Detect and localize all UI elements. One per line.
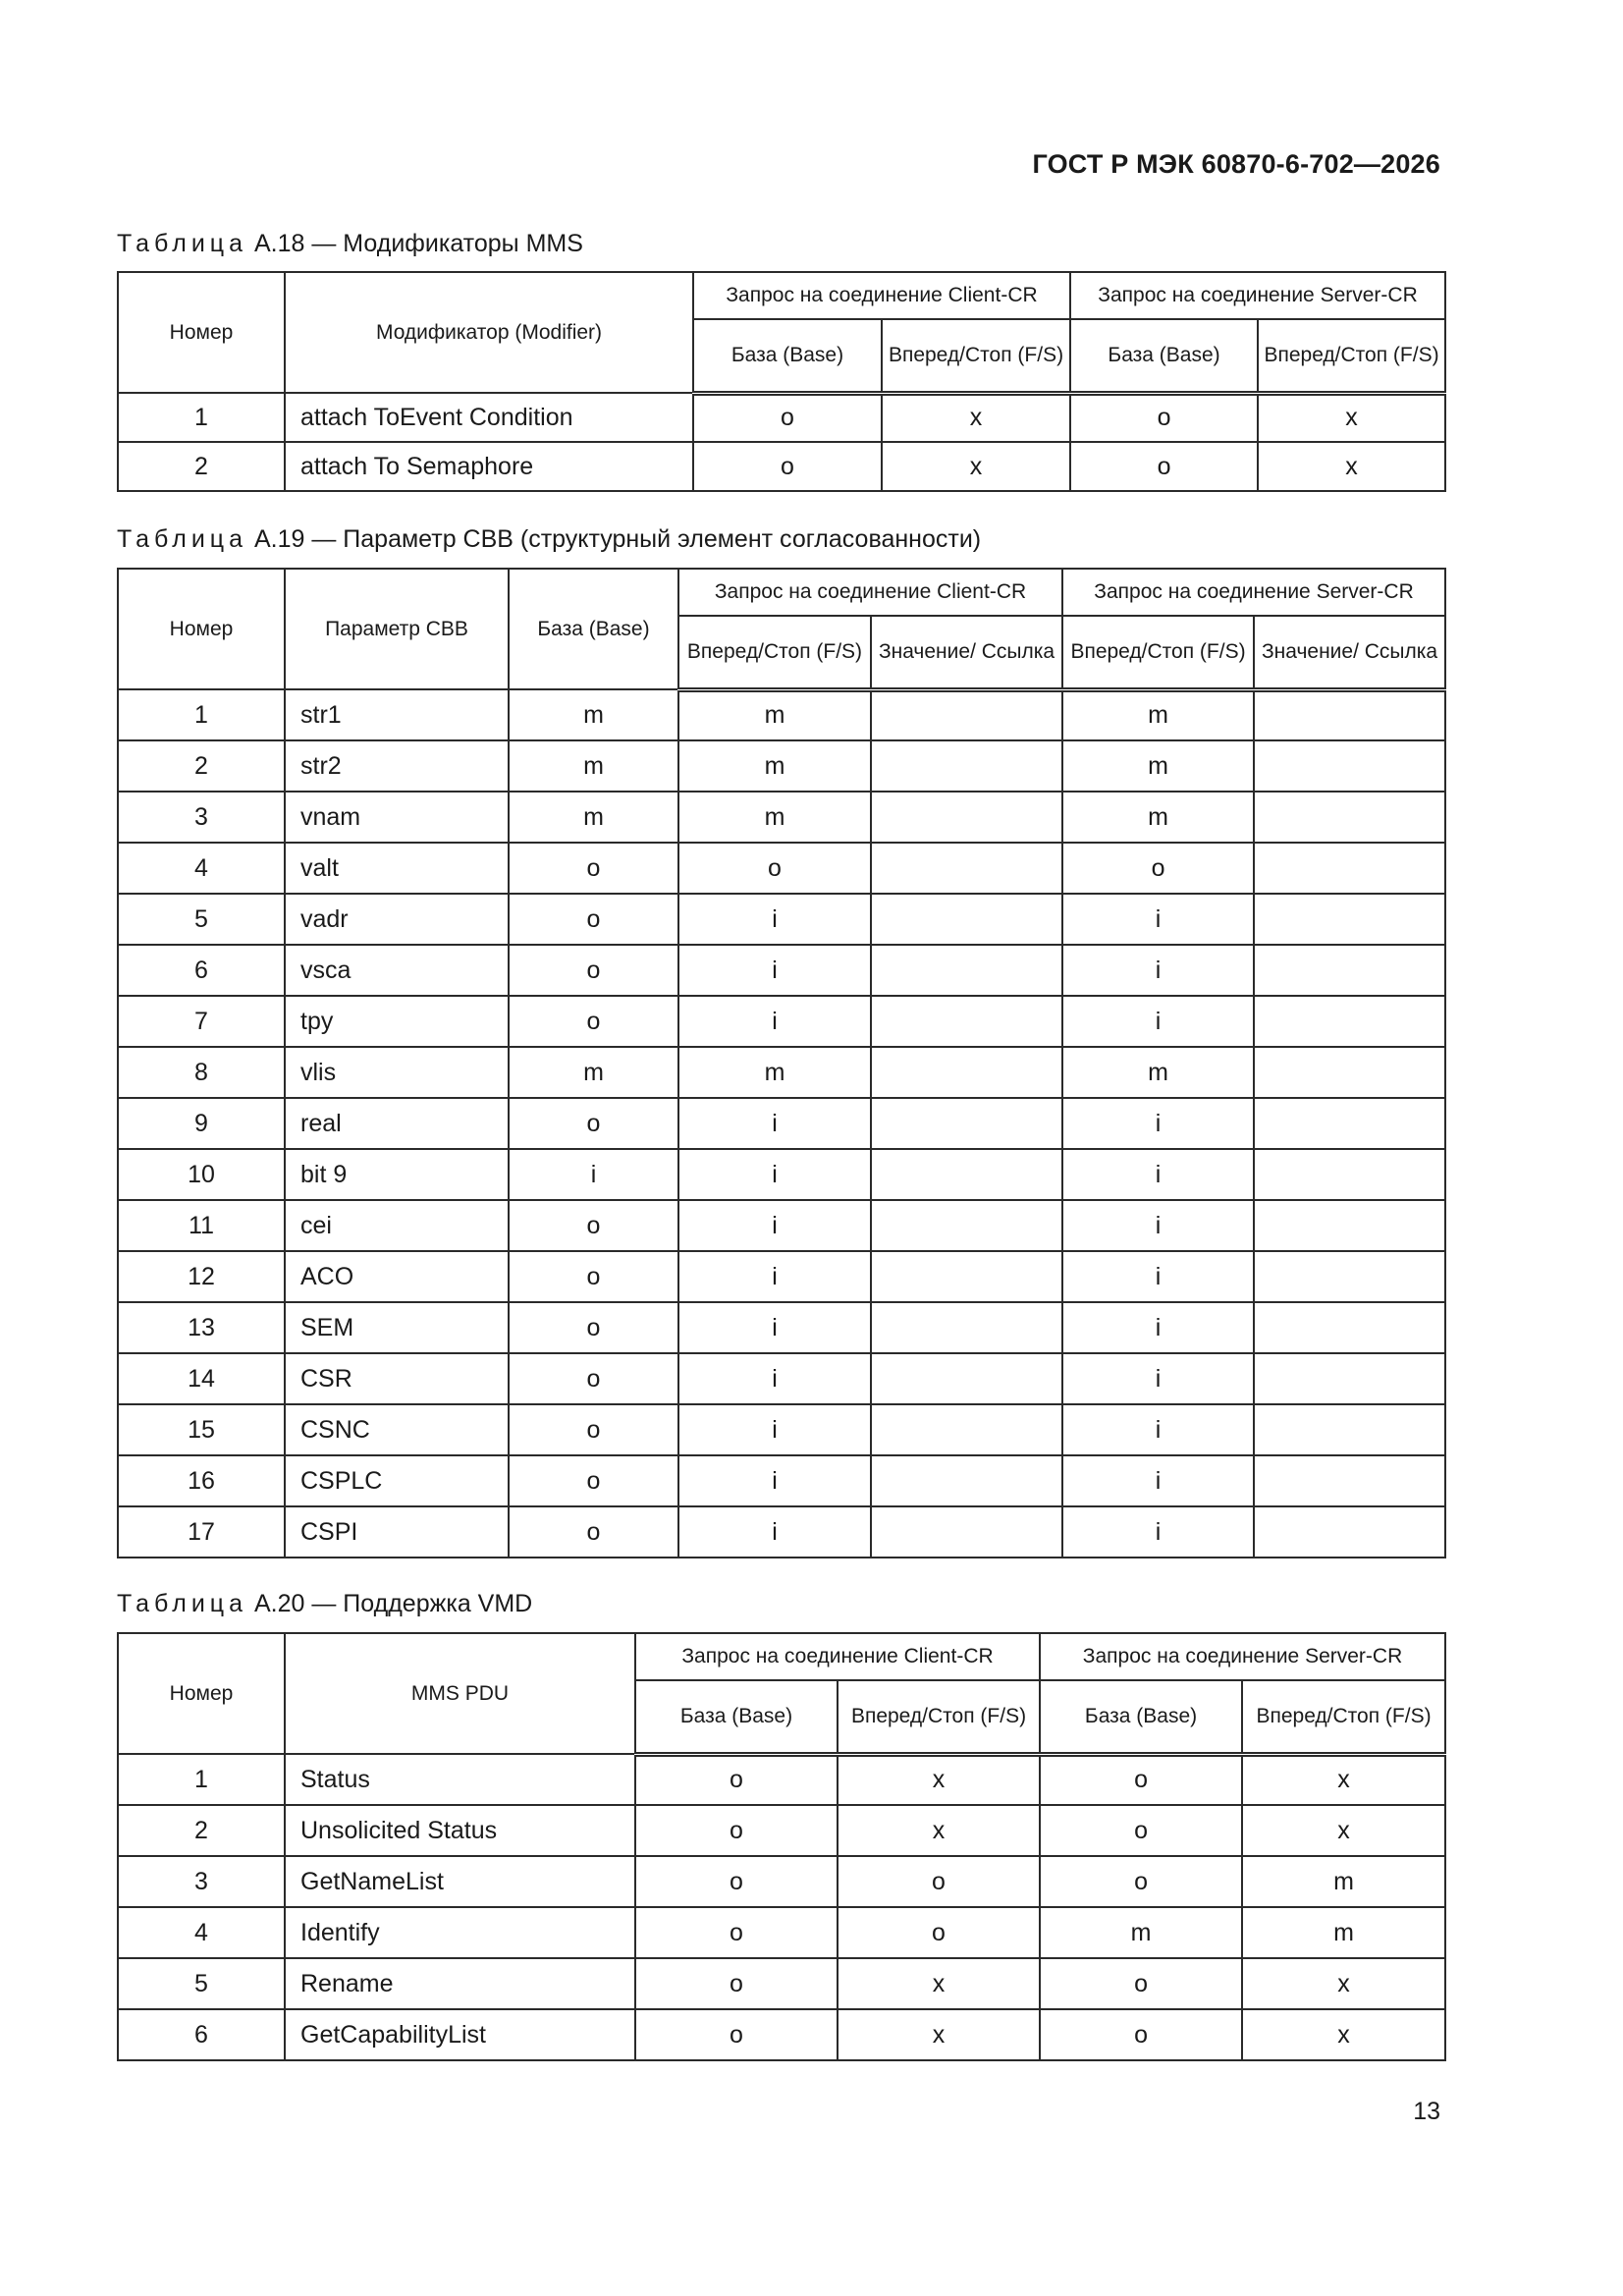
row-number-cell: 1 (118, 393, 285, 442)
value-cell (871, 996, 1062, 1047)
value-cell (1254, 1353, 1445, 1404)
row-name-cell: Status (285, 1754, 635, 1805)
row-number-cell: 4 (118, 1907, 285, 1958)
row-name-cell: valt (285, 843, 509, 894)
table-row (118, 1958, 1445, 2009)
row-number-cell: 11 (118, 1200, 285, 1251)
col-header-client-fs: Вперед/Стоп (F/S) (838, 1680, 1040, 1754)
value-cell: m (1040, 1907, 1242, 1958)
table-row (118, 1200, 1445, 1251)
value-cell (1254, 1098, 1445, 1149)
value-cell: x (1242, 1958, 1445, 2009)
row-number-cell: 5 (118, 894, 285, 945)
value-cell: x (1242, 2009, 1445, 2060)
value-cell: m (509, 1047, 678, 1098)
value-cell: m (509, 740, 678, 792)
value-cell: i (678, 945, 871, 996)
col-header-number: Номер (118, 569, 285, 689)
value-cell: i (1062, 894, 1254, 945)
table-a19-caption (117, 525, 981, 554)
table-a20-caption (117, 1590, 532, 1618)
row-number-cell: 1 (118, 689, 285, 740)
value-cell: i (1062, 945, 1254, 996)
row-name-cell: str2 (285, 740, 509, 792)
value-cell: x (838, 1958, 1040, 2009)
value-cell: o (509, 1506, 678, 1558)
value-cell (871, 1251, 1062, 1302)
value-cell: o (509, 996, 678, 1047)
value-cell (871, 740, 1062, 792)
row-number-cell: 6 (118, 2009, 285, 2060)
row-name-cell: ACO (285, 1251, 509, 1302)
caption-label: Таблица (117, 230, 248, 257)
value-cell: x (1258, 393, 1445, 442)
row-number-cell: 13 (118, 1302, 285, 1353)
value-cell: o (1070, 442, 1258, 491)
col-header-modifier: Модификатор (Modifier) (285, 272, 693, 393)
value-cell (1254, 1506, 1445, 1558)
row-name-cell: Rename (285, 1958, 635, 2009)
value-cell: m (678, 1047, 871, 1098)
value-cell: i (1062, 1200, 1254, 1251)
row-name-cell: GetNameList (285, 1856, 635, 1907)
value-cell: i (1062, 1455, 1254, 1506)
value-cell: i (678, 1302, 871, 1353)
col-header-number: Номер (118, 1633, 285, 1754)
col-header-number: Номер (118, 272, 285, 393)
value-cell: m (1062, 689, 1254, 740)
value-cell (871, 1047, 1062, 1098)
table-a18 (117, 271, 1446, 492)
row-number-cell: 12 (118, 1251, 285, 1302)
value-cell: m (678, 792, 871, 843)
row-name-cell: attach ToEvent Condition (285, 393, 693, 442)
table-row (118, 1404, 1445, 1455)
value-cell: m (1062, 740, 1254, 792)
value-cell (1254, 1047, 1445, 1098)
table-row (118, 996, 1445, 1047)
value-cell: x (838, 2009, 1040, 2060)
value-cell (871, 1200, 1062, 1251)
value-cell: i (678, 1506, 871, 1558)
row-name-cell: vadr (285, 894, 509, 945)
value-cell: m (678, 689, 871, 740)
value-cell: o (838, 1856, 1040, 1907)
table-row (118, 1047, 1445, 1098)
value-cell (871, 1098, 1062, 1149)
table-a19 (117, 568, 1446, 1558)
value-cell: o (509, 1200, 678, 1251)
value-cell (1254, 945, 1445, 996)
table-row (118, 689, 1445, 740)
value-cell: m (509, 792, 678, 843)
value-cell: x (1242, 1754, 1445, 1805)
table-a20 (117, 1632, 1446, 2061)
value-cell: o (509, 945, 678, 996)
value-cell (1254, 1149, 1445, 1200)
table-row (118, 1353, 1445, 1404)
col-header-server-fs: Вперед/Стоп (F/S) (1242, 1680, 1445, 1754)
value-cell: o (838, 1907, 1040, 1958)
row-number-cell: 14 (118, 1353, 285, 1404)
table-row (118, 1098, 1445, 1149)
value-cell (871, 1506, 1062, 1558)
col-header-server-fs: Вперед/Стоп (F/S) (1062, 616, 1254, 689)
value-cell: i (509, 1149, 678, 1200)
row-number-cell: 17 (118, 1506, 285, 1558)
value-cell: o (678, 843, 871, 894)
col-header-cbb-param: Параметр CBB (285, 569, 509, 689)
value-cell: o (1040, 1958, 1242, 2009)
value-cell (1254, 1200, 1445, 1251)
table-row (118, 1302, 1445, 1353)
row-name-cell: CSPLC (285, 1455, 509, 1506)
row-name-cell: CSR (285, 1353, 509, 1404)
value-cell: i (678, 1098, 871, 1149)
col-header-mms-pdu: MMS PDU (285, 1633, 635, 1754)
value-cell (871, 1302, 1062, 1353)
value-cell (1254, 1302, 1445, 1353)
row-name-cell: bit 9 (285, 1149, 509, 1200)
value-cell: i (1062, 1506, 1254, 1558)
table-row (118, 945, 1445, 996)
value-cell: o (635, 1958, 838, 2009)
value-cell: i (678, 1455, 871, 1506)
value-cell: o (509, 1455, 678, 1506)
value-cell: m (678, 740, 871, 792)
value-cell (1254, 996, 1445, 1047)
value-cell: i (678, 996, 871, 1047)
row-number-cell: 3 (118, 792, 285, 843)
col-header-server-base: База (Base) (1040, 1680, 1242, 1754)
value-cell: o (1040, 2009, 1242, 2060)
col-header-client-fs: Вперед/Стоп (F/S) (882, 319, 1070, 393)
value-cell: m (1242, 1856, 1445, 1907)
col-header-server-cr: Запрос на соединение Server-CR (1062, 569, 1445, 616)
caption-title: А.18 — Модификаторы MMS (247, 230, 583, 257)
col-header-server-base: База (Base) (1070, 319, 1258, 393)
row-number-cell: 7 (118, 996, 285, 1047)
value-cell: i (1062, 1404, 1254, 1455)
caption-label: Таблица (117, 1590, 248, 1617)
value-cell: i (678, 894, 871, 945)
value-cell: o (635, 1856, 838, 1907)
value-cell (871, 1455, 1062, 1506)
caption-title: А.19 — Параметр CBB (структурный элемент согласованности) (247, 525, 982, 553)
table-row (118, 792, 1445, 843)
table-row (118, 1149, 1445, 1200)
value-cell (871, 945, 1062, 996)
document-header: ГОСТ Р МЭК 60870-6-702—2026 (1032, 149, 1440, 179)
row-number-cell: 8 (118, 1047, 285, 1098)
table-row (118, 1506, 1445, 1558)
value-cell: o (1040, 1856, 1242, 1907)
value-cell (1254, 843, 1445, 894)
value-cell (1254, 894, 1445, 945)
row-name-cell: attach To Semaphore (285, 442, 693, 491)
page-number: 13 (1413, 2098, 1440, 2125)
value-cell: i (1062, 1098, 1254, 1149)
table-row (118, 740, 1445, 792)
row-number-cell: 15 (118, 1404, 285, 1455)
value-cell: m (1062, 1047, 1254, 1098)
table-row (118, 1907, 1445, 1958)
row-name-cell: CSPI (285, 1506, 509, 1558)
value-cell: o (635, 1805, 838, 1856)
row-number-cell: 10 (118, 1149, 285, 1200)
col-header-client-base: База (Base) (635, 1680, 838, 1754)
caption-label: Таблица (117, 525, 248, 553)
value-cell (871, 843, 1062, 894)
value-cell: i (678, 1251, 871, 1302)
value-cell: i (1062, 996, 1254, 1047)
row-name-cell: vnam (285, 792, 509, 843)
col-header-client-base: База (Base) (693, 319, 882, 393)
row-name-cell: tpy (285, 996, 509, 1047)
col-header-client-cr: Запрос на соединение Client-CR (693, 272, 1070, 319)
row-name-cell: str1 (285, 689, 509, 740)
value-cell: o (1040, 1754, 1242, 1805)
value-cell: m (509, 689, 678, 740)
row-number-cell: 5 (118, 1958, 285, 2009)
col-header-server-fs: Вперед/Стоп (F/S) (1258, 319, 1445, 393)
col-header-base: База (Base) (509, 569, 678, 689)
value-cell: x (882, 442, 1070, 491)
row-number-cell: 4 (118, 843, 285, 894)
value-cell: x (882, 393, 1070, 442)
value-cell: o (635, 2009, 838, 2060)
col-header-client-cr: Запрос на соединение Client-CR (678, 569, 1062, 616)
value-cell: m (1242, 1907, 1445, 1958)
value-cell: x (838, 1805, 1040, 1856)
value-cell: i (678, 1149, 871, 1200)
row-number-cell: 1 (118, 1754, 285, 1805)
row-number-cell: 2 (118, 740, 285, 792)
table-row (118, 393, 1445, 442)
value-cell: o (1062, 843, 1254, 894)
table-row (118, 843, 1445, 894)
value-cell (871, 792, 1062, 843)
value-cell (1254, 792, 1445, 843)
value-cell: o (1040, 1805, 1242, 1856)
value-cell: o (509, 1302, 678, 1353)
value-cell: i (678, 1200, 871, 1251)
value-cell: x (1242, 1805, 1445, 1856)
value-cell (1254, 689, 1445, 740)
value-cell (871, 689, 1062, 740)
table-row (118, 1251, 1445, 1302)
value-cell: o (509, 1353, 678, 1404)
row-name-cell: vsca (285, 945, 509, 996)
col-header-client-value: Значение/ Ссылка (871, 616, 1062, 689)
value-cell: m (1062, 792, 1254, 843)
row-number-cell: 6 (118, 945, 285, 996)
value-cell: o (693, 393, 882, 442)
value-cell (871, 894, 1062, 945)
value-cell (871, 1404, 1062, 1455)
value-cell: o (509, 894, 678, 945)
table-row (118, 894, 1445, 945)
value-cell: o (1070, 393, 1258, 442)
table-row (118, 2009, 1445, 2060)
value-cell: i (1062, 1149, 1254, 1200)
row-number-cell: 9 (118, 1098, 285, 1149)
value-cell: o (693, 442, 882, 491)
value-cell: o (635, 1754, 838, 1805)
value-cell (1254, 1251, 1445, 1302)
row-name-cell: vlis (285, 1047, 509, 1098)
value-cell: o (509, 1098, 678, 1149)
value-cell: i (678, 1404, 871, 1455)
caption-title: А.20 — Поддержка VMD (247, 1590, 533, 1617)
value-cell: o (509, 843, 678, 894)
value-cell: o (509, 1251, 678, 1302)
value-cell (871, 1149, 1062, 1200)
row-name-cell: CSNC (285, 1404, 509, 1455)
row-name-cell: Unsolicited Status (285, 1805, 635, 1856)
value-cell: x (838, 1754, 1040, 1805)
row-number-cell: 3 (118, 1856, 285, 1907)
row-name-cell: real (285, 1098, 509, 1149)
value-cell: i (678, 1353, 871, 1404)
value-cell (1254, 1455, 1445, 1506)
value-cell: i (1062, 1251, 1254, 1302)
table-row (118, 1455, 1445, 1506)
row-number-cell: 16 (118, 1455, 285, 1506)
col-header-server-value: Значение/ Ссылка (1254, 616, 1445, 689)
table-row (118, 1754, 1445, 1805)
table-row (118, 442, 1445, 491)
row-name-cell: GetCapabilityList (285, 2009, 635, 2060)
value-cell: i (1062, 1353, 1254, 1404)
value-cell (871, 1353, 1062, 1404)
col-header-client-cr: Запрос на соединение Client-CR (635, 1633, 1040, 1680)
value-cell (1254, 1404, 1445, 1455)
col-header-server-cr: Запрос на соединение Server-CR (1040, 1633, 1445, 1680)
col-header-client-fs: Вперед/Стоп (F/S) (678, 616, 871, 689)
value-cell (1254, 740, 1445, 792)
table-row (118, 1805, 1445, 1856)
row-name-cell: cei (285, 1200, 509, 1251)
row-name-cell: Identify (285, 1907, 635, 1958)
row-name-cell: SEM (285, 1302, 509, 1353)
table-a18-caption (117, 230, 583, 258)
row-number-cell: 2 (118, 1805, 285, 1856)
value-cell: o (509, 1404, 678, 1455)
col-header-server-cr: Запрос на соединение Server-CR (1070, 272, 1445, 319)
value-cell: x (1258, 442, 1445, 491)
table-row (118, 1856, 1445, 1907)
value-cell: i (1062, 1302, 1254, 1353)
value-cell: o (635, 1907, 838, 1958)
row-number-cell: 2 (118, 442, 285, 491)
